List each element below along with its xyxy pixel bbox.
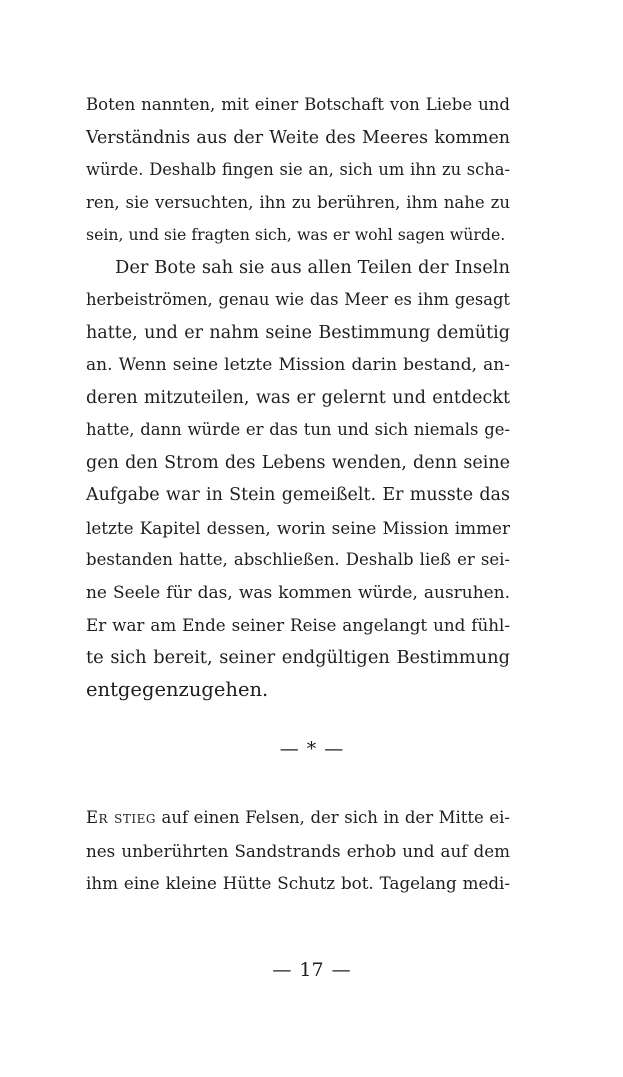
text-line: Der Bote sah sie aus allen Teilen der Inseln [115, 256, 510, 278]
text-line: hatte, dann würde er das tun und sich niemals ge- [86, 420, 510, 439]
paragraph-2 [86, 252, 510, 707]
text-line: Verständnis aus der Weite des Meeres kommen [86, 127, 510, 148]
section-break-ornament: — * — [279, 738, 344, 760]
text-line: Aufgabe war in Stein gemeißelt. Er musste das [86, 485, 510, 505]
text-line: bestanden hatte, abschließen. Deshalb ließ er sei- [86, 550, 510, 569]
text-line: entgegenzugehen. [86, 678, 269, 701]
text-line: Boten nannten, mit einer Botschaft von Liebe und [86, 95, 510, 114]
paragraph-3 [86, 802, 510, 900]
text-line: nes unberührten Sandstrands erhob und auf dem [86, 840, 510, 861]
text-line: würde. Deshalb fingen sie an, sich um ihn zu scha- [86, 160, 510, 179]
text-line: letzte Kapitel dessen, worin seine Mission immer [86, 517, 510, 538]
text-line: Er war am Ende seiner Reise angelangt und fühl- [86, 615, 510, 635]
text-line: ren, sie versuchten, ihn zu berühren, ihm nahe zu [86, 192, 510, 212]
text-line: deren mitzuteilen, was er gelernt und entdeckt [86, 387, 510, 408]
text-line: herbeiströmen, genau wie das Meer es ihm gesagt [86, 290, 510, 309]
body-text-bottom [86, 802, 510, 900]
small-caps-lead-in: Er stieg [86, 808, 156, 827]
text-line-rest: auf einen Felsen, der sich in der Mitte ei- [155, 808, 510, 827]
text-line: ne Seele für das, was kommen würde, ausruhen. [86, 582, 510, 603]
paragraph-1 [86, 89, 510, 252]
text-line-first [86, 802, 510, 835]
text-line: ihm eine kleine Hütte Schutz bot. Tagelang medi- [86, 873, 510, 893]
text-line: sein, und sie fragten sich, was er wohl sagen würde. [86, 225, 506, 244]
text-line: gen den Strom des Lebens wenden, denn seine [86, 452, 510, 473]
body-text-top [86, 89, 510, 707]
text-line: te sich bereit, seiner endgültigen Bestimmung [86, 646, 510, 668]
page-number: — 17 — [272, 959, 351, 981]
text-line: hatte, und er nahm seine Bestimmung demütig [86, 322, 510, 343]
text-line: an. Wenn seine letzte Mission darin bestand, an- [86, 355, 510, 375]
